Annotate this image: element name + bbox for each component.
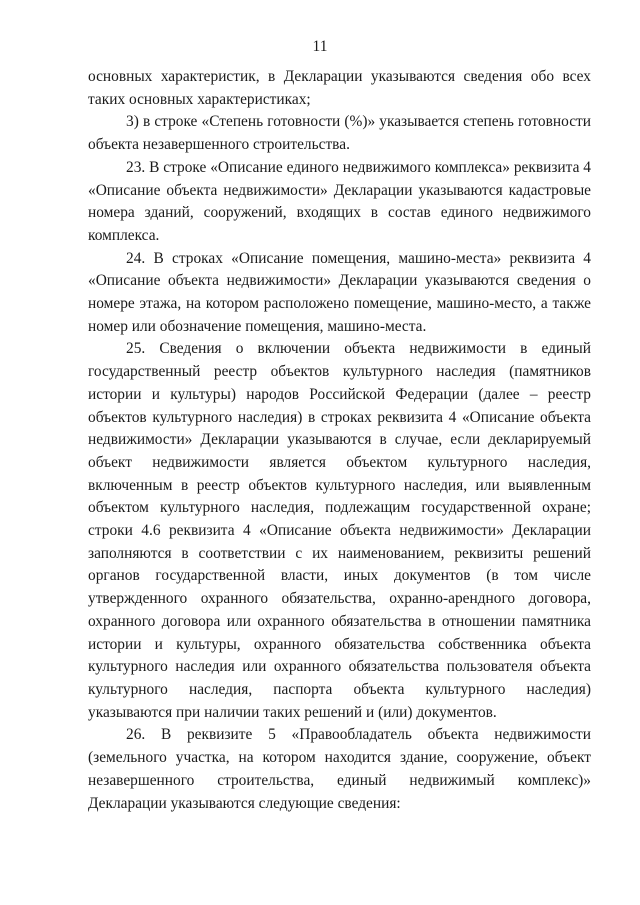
paragraph-24: 24. В строках «Описание помещения, машино-места» реквизита 4 «Описание объекта недвижимости» Декларации указываются сведения о номере этажа, на котором расположено помещение, машино-место, а также номер или обозначение помещения, машино-места. — [88, 249, 591, 335]
paragraph-26: 26. В реквизите 5 «Правообладатель объекта недвижимости (земельного участка, на котором находится здание, сооружение, объект незавершенного строительства, единый недвижимый комплекс)» Декларации указываются следующие сведения: — [88, 726, 591, 812]
paragraph-25: 25. Сведения о включении объекта недвижимости в единый государственный реестр объектов культурного наследия (памятников истории и культуры) народов Российской Федерации (далее – реестр объектов культурного наследия) в строках реквизита 4 «Описание объекта недвижимости» Декларации указываются в случае, если декларируемый объект недвижимости является объектом культурного наследия, включенным в реестр объектов культурного наследия, или выявленным объектом культурного наследия, подлежащим государственной охране; строки 4.6 реквизита 4 «Описание объекта недвижимости» Декларации заполняются в соответствии с их наименованием, реквизиты решений органов государственной власти, иных документов (в том числе утвержденного охранного обязательства, охранно-арендного договора, охранного договора или охранного обязательства в отношении памятника истории и культуры, охранного обязательства собственника объекта культурного наследия или охранного обязательства пользователя объекта культурного наследия, паспорта объекта культурного наследия) указываются при наличии таких решений и (или) документов. — [88, 340, 591, 721]
document-body — [88, 66, 591, 815]
paragraph-item-3: 3) в строке «Степень готовности (%)» указывается степень готовности объекта незавершенного строительства. — [88, 113, 591, 154]
page-number: 11 — [312, 38, 328, 55]
paragraph-23: 23. В строке «Описание единого недвижимого комплекса» реквизита 4 «Описание объекта недвижимости» Декларации указываются кадастровые номера зданий, сооружений, входящих в состав единого недвижимого комплекса. — [88, 158, 591, 244]
paragraph-continuation: основных характеристик, в Декларации указываются сведения обо всех таких основных характеристиках; — [88, 68, 591, 108]
